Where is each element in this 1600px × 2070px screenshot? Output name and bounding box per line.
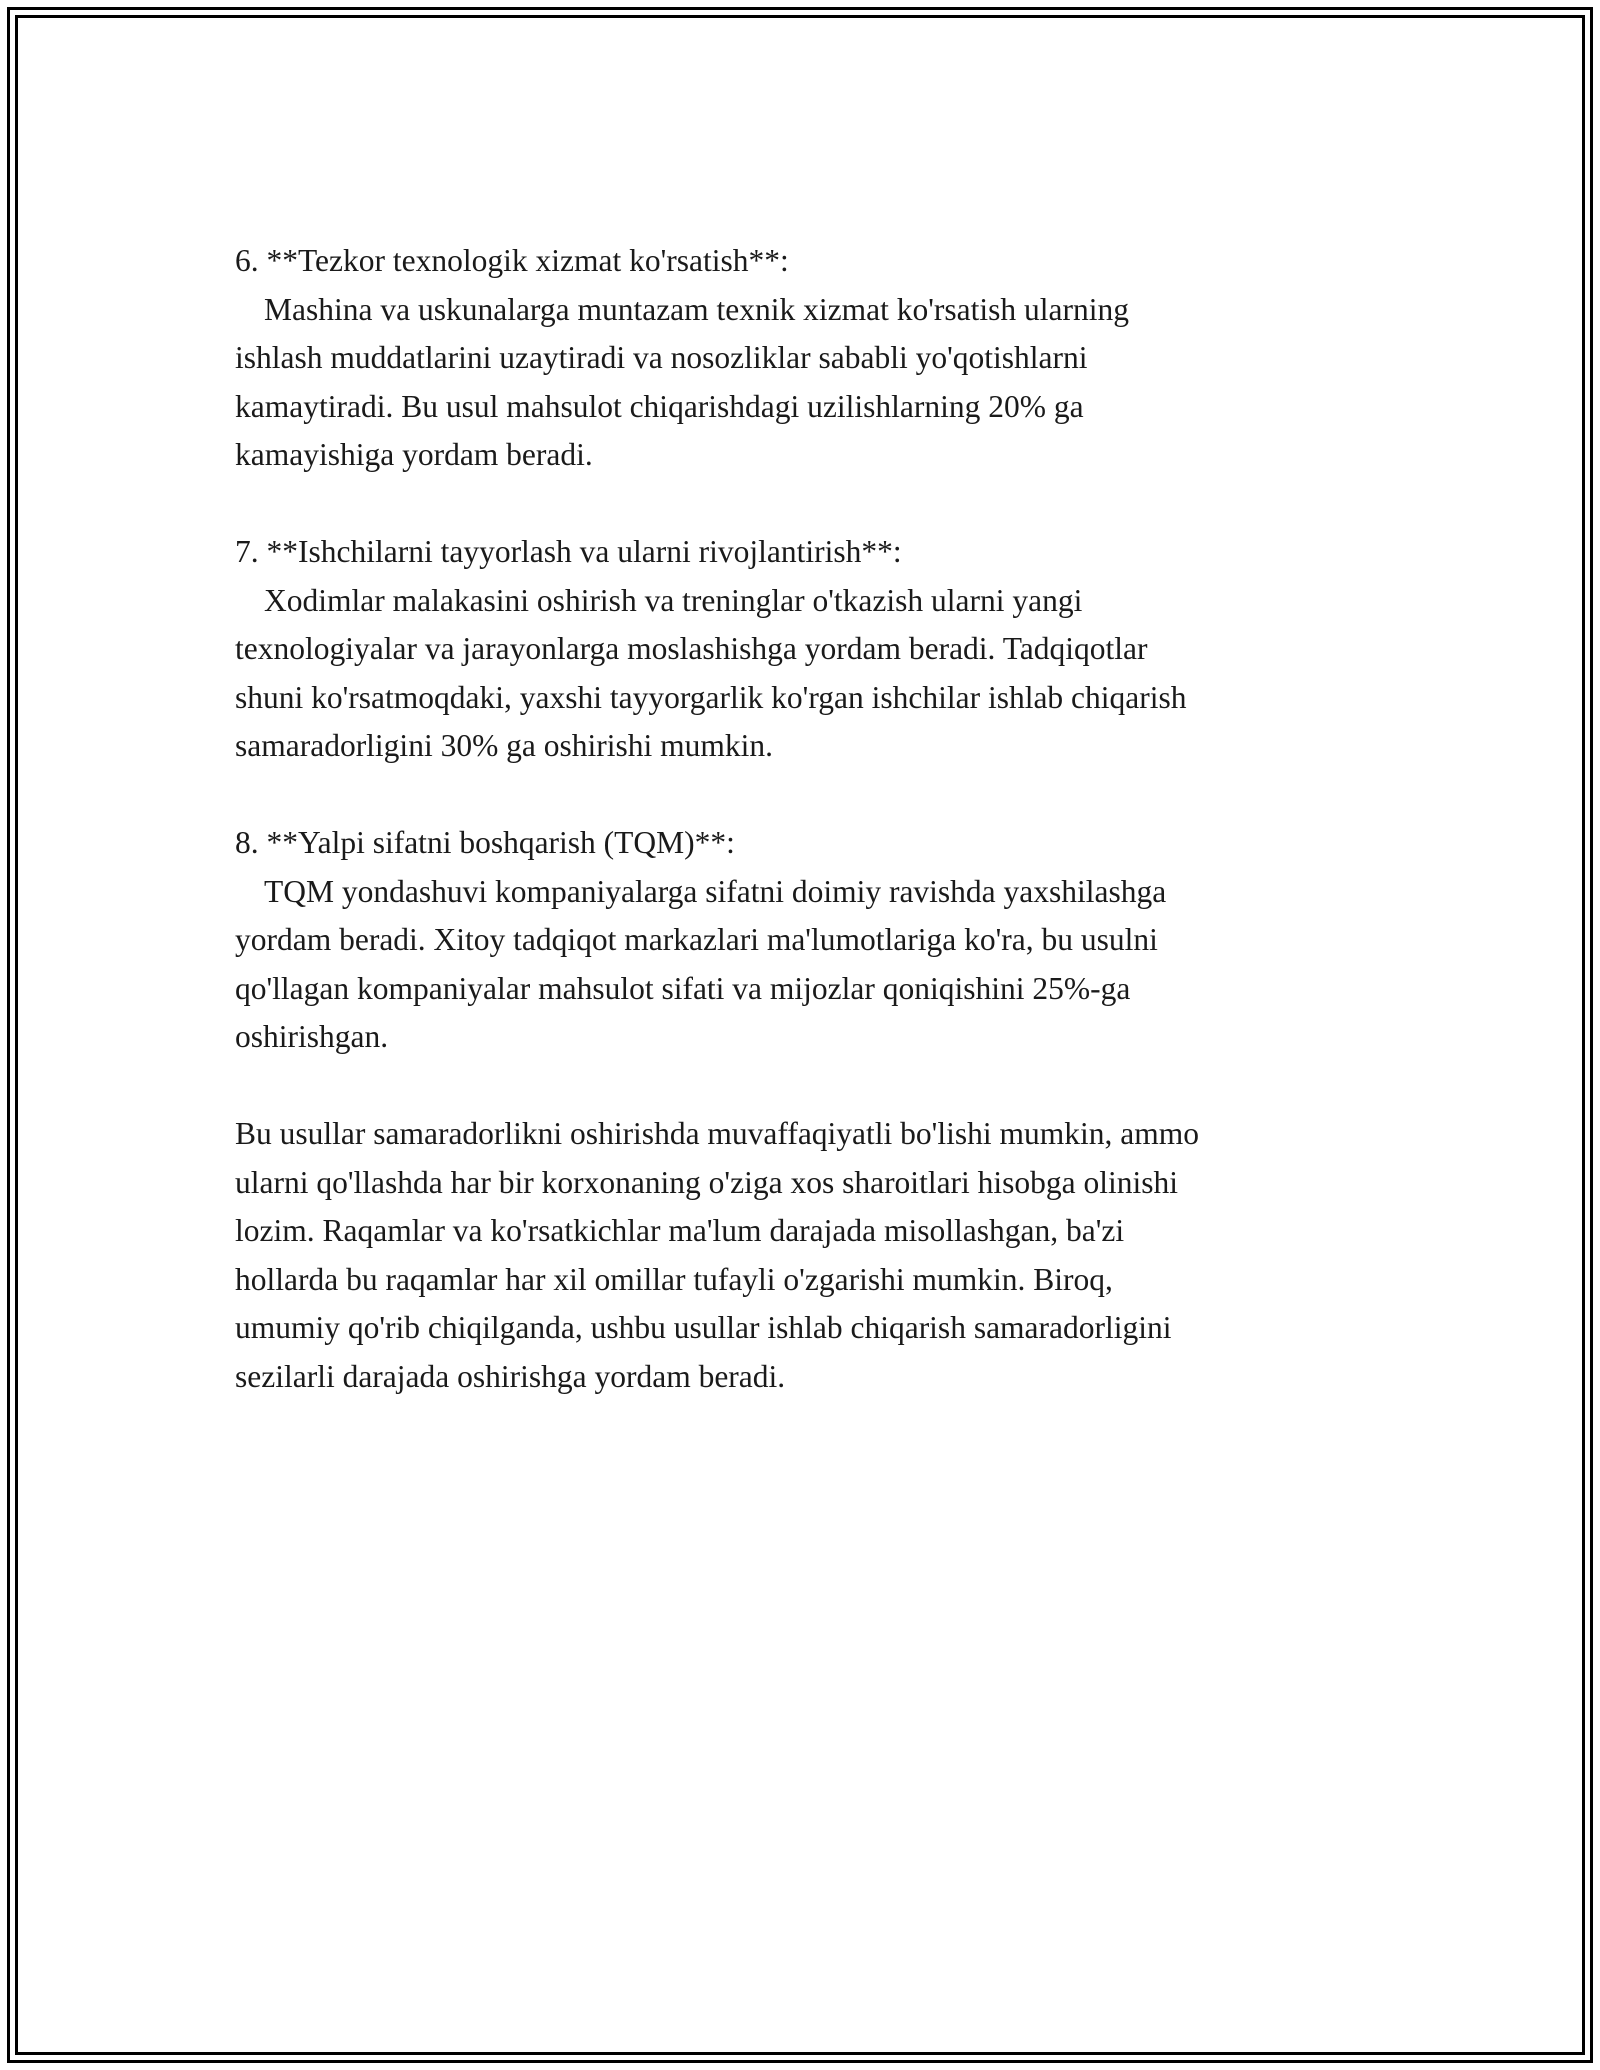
conclusion-text-line: lozim. Raqamlar va ko'rsatkichlar ma'lum darajada misollashgan, ba'zi (235, 1213, 1125, 1248)
section-text-line: samaradorligini 30% ga oshirishi mumkin. (235, 728, 774, 763)
section-text-line: kamayishiga yordam beradi. (235, 437, 593, 472)
conclusion-text-line: Bu usullar samaradorlikni oshirishda muvaffaqiyatli bo'lishi mumkin, ammo (235, 1116, 1199, 1151)
conclusion-text-line: umumiy qo'rib chiqilganda, ushbu usullar ishlab chiqarish samaradorligini (235, 1310, 1172, 1345)
section-text-line: TQM yondashuvi kompaniyalarga sifatni doimiy ravishda yaxshilashga (264, 873, 1167, 909)
section-text-line: yordam beradi. Xitoy tadqiqot markazlari ma'lumotlariga ko'ra, bu usulni (235, 922, 1158, 957)
section-text-line: texnologiyalar va jarayonlarga moslashishga yordam beradi. Tadqiqotlar (235, 631, 1148, 666)
document-body (235, 237, 1375, 1450)
conclusion-text-line: ularni qo'llashda har bir korxonaning o'ziga xos sharoitlari hisobga olinishi (235, 1164, 1179, 1200)
section-text-line: ishlash muddatlarini uzaytiradi va nosozliklar sababli yo'qotishlarni (235, 340, 1088, 375)
section-text-line: kamaytiradi. Bu usul mahsulot chiqarishdagi uzilishlarning 20% ga (235, 388, 1084, 424)
section-text-line: oshirishgan. (235, 1019, 389, 1054)
conclusion-text-line: sezilarli darajada oshirishga yordam beradi. (235, 1358, 786, 1394)
section-text-line: Mashina va uskunalarga muntazam texnik xizmat ko'rsatish ularning (264, 291, 1130, 327)
section-text-line: qo'llagan kompaniyalar mahsulot sifati va mijozlar qoniqishini 25%-ga (235, 970, 1131, 1006)
section-heading: 7. **Ishchilarni tayyorlash va ularni rivojlantirish**: (235, 534, 902, 569)
section-7 (235, 528, 1375, 771)
section-text-line: Xodimlar malakasini oshirish va treninglar o'tkazish ularni yangi (264, 582, 1083, 618)
conclusion-text-line: hollarda bu raqamlar har xil omillar tufayli o'zgarishi mumkin. Biroq, (235, 1261, 1113, 1297)
section-heading: 8. **Yalpi sifatni boshqarish (TQM)**: (235, 825, 735, 860)
section-text-line: shuni ko'rsatmoqdaki, yaxshi tayyorgarlik ko'rgan ishchilar ishlab chiqarish (235, 679, 1187, 715)
section-8 (235, 819, 1375, 1062)
conclusion-paragraph (235, 1110, 1375, 1401)
section-6 (235, 237, 1375, 480)
section-heading: 6. **Tezkor texnologik xizmat ko'rsatish**: (235, 243, 789, 278)
